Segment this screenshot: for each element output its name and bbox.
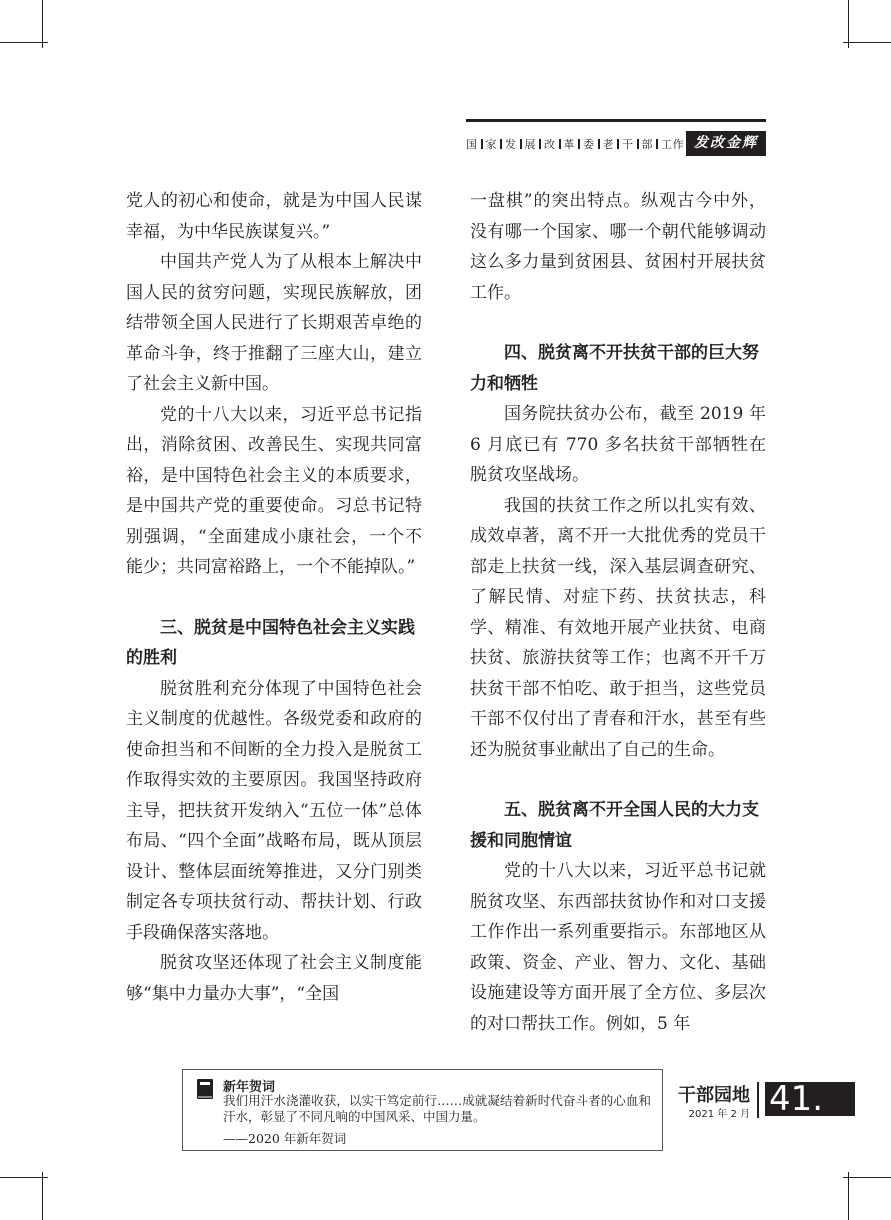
right-column (470, 186, 766, 1039)
paragraph: 党人的初心和使命，就是为中国人民谋幸福，为中华民族谋复兴。” (126, 191, 422, 242)
magazine-name: 干部园地 (678, 1085, 750, 1106)
book-icon (196, 1078, 214, 1100)
quote-box (182, 1069, 663, 1151)
section-heading: 三、脱贫是中国特色社会主义实践的胜利 (126, 617, 415, 668)
crop-mark (848, 1172, 849, 1220)
paragraph: 脱贫攻坚还体现了社会主义制度能够“集中力量办大事”，“全国 (126, 953, 422, 1004)
header-unit-name (466, 136, 684, 152)
quote-title: 新年贺词 (223, 1080, 276, 1095)
crop-mark (0, 1177, 48, 1178)
header-char: 革 (563, 138, 575, 151)
crop-mark (42, 0, 43, 48)
header-char: 工 (661, 138, 673, 151)
issue-date: 2021 年 2 月 (688, 1109, 750, 1120)
footer-divider (757, 1082, 759, 1118)
header-char: 作 (672, 138, 684, 151)
crop-mark (848, 0, 849, 48)
quote-source: ——2020 年新年贺词 (223, 1131, 347, 1146)
paragraph: 脱贫胜利充分体现了中国特色社会主义制度的优越性。各级党委和政府的使命担当和不间断的全力投入是脱贫工作取得实效的主要原因。我国坚持政府主导，把扶贫开发纳入“五位一体”总体布局、“四个全面”战略布局，既从顶层设计、整体层面统筹推进，又分门别类制定各专项扶贫行动、帮扶计划、行政手段确保落实落地。 (126, 678, 422, 943)
paragraph: 党的十八大以来，习近平总书记指出，消除贫困、改善民生、实现共同富裕，是中国特色社会主义的本质要求，是中国共产党的重要使命。习总书记特别强调，“全面建成小康社会，一个不能少；共同富裕路上，一个不能掉队。” (126, 404, 422, 577)
crop-mark (843, 1177, 891, 1178)
crop-mark (843, 42, 891, 43)
header-char: 委 (583, 138, 595, 151)
header-char: 发 (505, 138, 517, 151)
section-heading: 四、脱贫离不开扶贫干部的巨大努力和牺牲 (470, 343, 759, 394)
header-char: 干 (622, 138, 634, 151)
section-heading: 五、脱贫离不开全国人民的大力支援和同胞情谊 (470, 800, 759, 851)
column-logo: 发改金辉 (686, 131, 766, 156)
crop-mark (0, 42, 48, 43)
header-char: 展 (524, 138, 536, 151)
header-char: 部 (641, 138, 653, 151)
header-rule (466, 119, 766, 122)
header-char: 改 (544, 138, 556, 151)
paragraph: 一盘棋”的突出特点。纵观古今中外，没有哪一个国家、哪一个朝代能够调动这么多力量到贫困县、贫困村开展扶贫工作。 (470, 191, 766, 303)
paragraph: 中国共产党人为了从根本上解决中国人民的贫穷问题，实现民族解放，团结带领全国人民进行了长期艰苦卓绝的革命斗争，终于推翻了三座大山，建立了社会主义新中国。 (126, 252, 422, 394)
header-char: 国 (466, 138, 478, 151)
page-number: 41. (765, 1082, 855, 1116)
paragraph: 党的十八大以来，习近平总书记就脱贫攻坚、东西部扶贫协作和对口支援工作作出一系列重要指示。东部地区从政策、资金、产业、智力、文化、基础设施建设等方面开展了全方位、多层次的对口帮扶工作。例如，5 年 (470, 861, 766, 1034)
header-char: 老 (602, 138, 614, 151)
paragraph: 我国的扶贫工作之所以扎实有效、成效卓著，离不开一大批优秀的党员干部走上扶贫一线，深入基层调查研究、了解民情、对症下药、扶贫扶志，科学、精准、有效地开展产业扶贫、电商扶贫、旅游扶贫等工作；也离不开千万扶贫干部不怕吃、敢于担当，这些党员干部不仅付出了青春和汗水，甚至有些还为脱贫事业献出了自己的生命。 (470, 495, 766, 760)
paragraph: 国务院扶贫办公布，截至 2019 年 6 月底已有 770 多名扶贫干部牺牲在脱贫攻坚战场。 (470, 404, 766, 485)
crop-mark (42, 1172, 43, 1220)
quote-body: 我们用汗水浇灌收获，以实干笃定前行……成就凝结着新时代奋斗者的心血和汗水，彰显了不同凡响的中国风采、中国力量。 (223, 1093, 651, 1124)
header-char: 家 (485, 138, 497, 151)
left-column (126, 186, 422, 1009)
